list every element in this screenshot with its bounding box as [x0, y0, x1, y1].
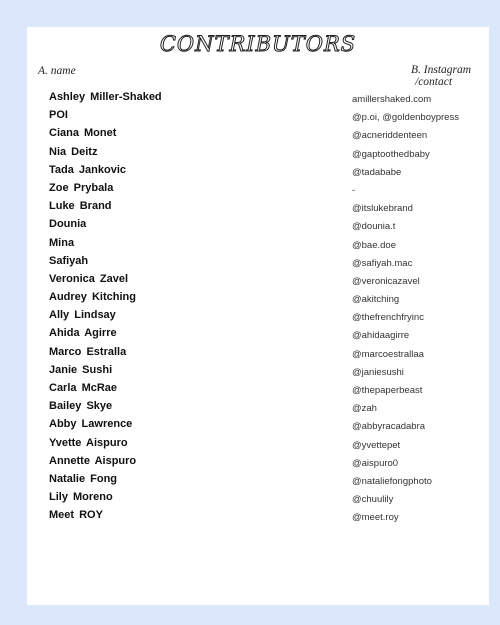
contributor-contact: @zah	[352, 403, 377, 415]
contributor-contact: @thepaperbeast	[352, 385, 423, 396]
list-item	[27, 326, 489, 344]
contributor-contact: @itslukebrand	[352, 203, 413, 215]
contributor-name: Lily Moreno	[49, 491, 113, 504]
contributor-contact: @ahidaagirre	[352, 330, 410, 342]
name-column-header: A. name	[38, 65, 76, 77]
contributor-contact: @aispuro0	[352, 457, 399, 469]
contributor-name: Safiyah	[49, 254, 89, 267]
contributor-contact: @bae.doe	[352, 239, 396, 251]
contributor-contact: @p.oi, @goldenboypress	[352, 112, 459, 124]
list-item	[27, 126, 489, 144]
list-item	[27, 490, 489, 508]
contributor-name: Natalie Fong	[49, 472, 118, 485]
contributor-contact: @veronicazavel	[352, 275, 420, 287]
contributor-name: Yvette Aispuro	[49, 436, 128, 449]
list-item	[27, 472, 489, 490]
contact-header-line1: B. Instagram	[411, 64, 472, 76]
list-item	[27, 436, 489, 454]
contributor-name: Bailey Skye	[49, 400, 113, 413]
contributor-name: Ally Lindsay	[49, 309, 116, 322]
list-item	[27, 290, 489, 308]
contributor-contact: @abbyracadabra	[352, 421, 426, 433]
list-item	[27, 399, 489, 417]
list-item	[27, 381, 489, 399]
contributor-contact: @dounia.t	[352, 221, 396, 233]
contributor-name: Janie Sushi	[49, 363, 113, 376]
contributor-name: Dounia	[49, 218, 87, 231]
contributor-contact: @yvettepet	[352, 439, 401, 451]
list-item	[27, 308, 489, 326]
contributor-contact: @acneriddenteen	[352, 130, 428, 142]
contributor-name: Mina	[49, 236, 75, 249]
contributor-contact: @safiyah.mac	[352, 257, 413, 269]
contributor-name: Tada Jankovic	[49, 163, 126, 176]
list-item	[27, 508, 489, 526]
contact-column-header	[411, 64, 491, 88]
contributor-contact: @marcoestrallaa	[352, 348, 424, 360]
page-title: CONTRIBUTORS	[159, 32, 357, 56]
contributor-name: Ciana Monet	[49, 127, 117, 140]
list-item	[27, 181, 489, 199]
list-item	[27, 90, 489, 108]
contributor-name: Abby Lawrence	[49, 418, 133, 431]
contributor-name: Nia Deitz	[49, 145, 98, 158]
list-item	[27, 236, 489, 254]
list-item	[27, 272, 489, 290]
list-item	[27, 108, 489, 126]
contributor-name: Carla McRae	[49, 382, 118, 394]
list-item	[27, 145, 489, 163]
list-item	[27, 454, 489, 472]
contributors-page	[27, 27, 489, 605]
list-item	[27, 217, 489, 235]
contributor-contact: @gaptoothedbaby	[352, 148, 430, 160]
contact-header-line2: /contact	[415, 76, 453, 88]
contributor-contact: @chuulily	[352, 494, 394, 506]
contributor-name: Annette Aispuro	[49, 454, 137, 467]
contributor-contact: @tadababe	[352, 166, 402, 178]
contributor-name: Ahida Agirre	[49, 327, 117, 340]
contributor-name: Marco Estralla	[49, 345, 127, 358]
list-item	[27, 199, 489, 217]
contributor-name: POI	[49, 109, 68, 122]
contributor-contact: @thefrenchfryinc	[352, 312, 424, 324]
contributor-name: Audrey Kitching	[49, 291, 136, 304]
list-item	[27, 363, 489, 381]
list-item	[27, 345, 489, 363]
contributor-name: Veronica Zavel	[49, 272, 129, 285]
list-item	[27, 417, 489, 435]
list-item	[27, 163, 489, 181]
contributor-name: Ashley Miller-Shaked	[49, 91, 162, 103]
contributor-contact: amillershaked.com	[352, 94, 432, 105]
contributor-name: Luke Brand	[49, 200, 112, 213]
list-item	[27, 254, 489, 272]
contributor-contact: @meet.roy	[352, 512, 399, 524]
contributor-contact: @janiesushi	[352, 366, 404, 378]
contributor-list	[27, 90, 489, 527]
contributor-contact: @akitching	[352, 294, 400, 306]
contributor-contact: -	[352, 184, 356, 196]
contributor-name: Zoe Prybala	[49, 181, 114, 194]
contributor-name: Meet ROY	[49, 509, 103, 522]
contributor-contact: @nataliefongphoto	[352, 475, 432, 487]
